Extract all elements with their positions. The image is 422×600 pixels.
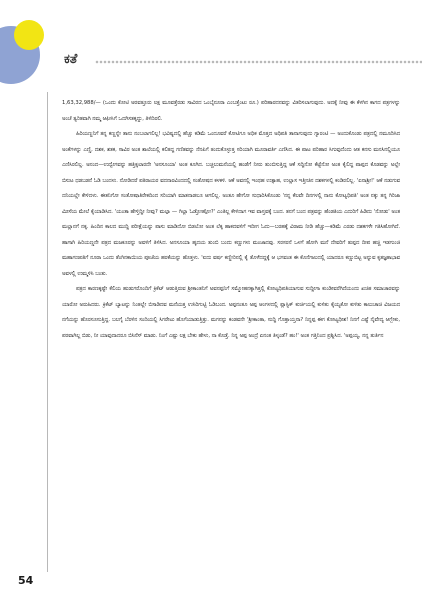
paragraph: ಪತ್ರದ ಕಾರಣಕ್ಕಷ್ಟೇ ಕೆಲಿಯ ಹುಡುಗರೊಂದಿಗೆ ಕ್ರಿಕೆಟ್ ಆಡುತ್ತಿರುವ ಶ್ರೀಕಾಂತನಿಗೆ ಅವನಪ್ಪನಿಗೆ ಸಮ್ಮೋಹನಕ್ಕಾಗಿತ್ತಲ್ಲಿ ಕೋಟ್ಯಧಿಪತಿಯಾಗುವ ಸುದ್ದೀಗಾ ಕುಂಡೀವರೆಗಿದೆಯಂದು ಖಚಿತ ಸಮಾಚಾರವನ್ನು ಯಾರೋ ಅರುಹಿದರು. ಕ್ರಿಕೆಟ್ ಬ್ಯಾಟನ್ನು ನಿಂತಲ್ಲೇ ಬಿಸಾಡಿದವ ಮನೆಯತ್ತ ಉಸಿರಿಗುಟ್ಟಿ ಓಡಿಬಂದ. ಅಪ್ಪನಂತೂ ಅಪ್ಪ ಆಂಗಳದಲ್ಲಿ ಪ್ಲಾಸ್ಟಿಕ್ ಕುರ್ಚಿಯಲ್ಲಿ ಕುಳಿತು ಕೈಯ್ಯಕೋ ಕುಳಿತು ಕಾಲುಚಾಚಿ ವಿಜಯದ ನಗೆಯನ್ನು ಹೊರಸೂಸುತ್ತಿದ್ದ. ಬಲಗೈ ಬೆರಳಿನ ಸಂದಿಯಲ್ಲಿ ಸಿಗರೇಟು ಹೊಗೆಯಾಡುತ್ತಿತ್ತು. ಮಗನನ್ನು ಕಂಡವನೇ 'ಶ್ರೀಕಾಂತಾ, ಸುದ್ದಿ ಗೊತ್ತಾಯ್ತನಾ? ನಿನ್ನಪ್ಪ ಈಗ ಕೋಟ್ಯಧೀಶ! ನಿನಗೆ ಎಷ್ಟೆ ನೈವೇದ್ಯ ಆಗ್ಬೇಕು, ಪರವಾಗಿಲ್ಲ ಬಿಡು, ನೀ ಯಾವುದಾದರೂ ಬಿಸಿನೆಸ್ ಮಾಡು. ನಿಂಗೆ ಎಷ್ಟು ಲಕ್ಷ ಬೇಕು ಹೇಳು, ನಾ ಕೊಡ್ತೆ. ನಿನ್ನ ಅಪ್ಪ ಅಂದ್ರೆ ಏನಂತ ತಿಳ್ಕಂಡೆ? ಹಂ!' ಅಂತ ಗತ್ತಿನಿಂದ ಪ್ರಶ್ನಿಸಿದ. 'ಅಪ್ಪಯ್ಯ, ನನ್ನ ತುರ್ತಿನ xyxy=(62,286,400,339)
header-dotted-rule xyxy=(95,60,422,64)
page-number: 54 xyxy=(18,574,34,587)
paragraph: ಹಿರಿಯಣ್ಣನಿಗೆ ತನ್ನ ಕಣ್ಣನ್ನೇ ತಾನು ನಂಬಲಾಗಲಿಲ್ಲ! ಭವಿಷ್ಯದಲ್ಲಿ ಹೆಚ್ಚು ಕಡಿಮೆ ಒಂದೂವರೆ ಕೋಟಿಗೂ ಅಧಿಕ ಮೊತ್ತದ ಅಧಿಪತಿ ತಾನಾಗುವುದು ಗ್ಯಾರಂಟಿ — ಅಂದುಕೊಂಡು ಪತ್ರದಲ್ಲಿ ನಮೂದಿಸಿದ ಅಂಕೆಗಳನ್ನು ಎಣ್ಣಿ, ದಶಕ, ಶತಕ, ಸಾವಿರ ಅಂತ ಶಾಲೆಯಲ್ಲಿ ಕಲಿತದ್ದ ಗಣಿತವನ್ನು ನೆನಪಿಗೆ ತಂದುಕೊಳ್ಳುತ್ತ ಸರಿಯಾಗಿ ಮೂರಾವರ್ತಿ ಎಣಿಸಿದ. ಈ ಪಾಟ ಪರಿಹಾರ ಸಿಗುವುದೆಂದು ಆತ ಕನಸು ಮನಸಿನಲ್ಲಿಯೂ ಎಣಿಸಿರಲಿಲ್ಲ. ಅನಂದ—ಉದ್ವೇಗವನ್ನು ಹತ್ತಿಕ್ಕಲಾರದೇ 'ಅನಸೂಯಾ' ಅಂತ ಕೂಗಿದ. ಬಚ್ಚಲುಮನೆಯಲ್ಲಿ ಹಂಡೆಗೆ ನೀರು ತುಂಬಿಸುತ್ತಿದ್ದ ಆಕೆ ಸದ್ದಿನೋ ಕೆಟ್ಟೆನೋ ಅಂತ ಕೈಲಿದ್ದ ಪಾಪ್ಪದ ಕೊಡವನ್ನು ಅಲ್ಲೇ ಬಿಸುಟ ಧಡಬಡನೆ ಓಡಿ ಬಂದಳು. ನೋಡಿದರೆ ಪತಿರಾಯರ ವದನಾರವಿಂದದಲ್ಲಿ ಸಂತೋಷದ ಕಳಕಳಿ. ಆಕೆ ಅವನಲ್ಲಿ ಇಂಥಹ ಉತ್ಸಾಹ, ಉಲ್ಲಾಸ ಇತ್ತೀಚಿನ ದಶಕಗಳಲ್ಲಿ ಕಂಡಿರಲಿಲ್ಲ. 'ಏನಾಶ್ರೀ!' ಆಕೆ ನಡುಗುವ ದನಿಯಲ್ಲೇ ಕೇಳಿದಳು. ಈತನಿಗೋ ಸಂತೋಷಾತಿರೇಕದಿಂದ ಸರಿಯಾಗಿ ಮಾತನಾಡಲೂ ಆಗಲಿಲ್ಲ. ಅಂತೂ ಹೇಗೋ ಸುಧಾರಿಸಿಕೊಂಡು 'ನನ್ನ ಕೆಲವೇ ದಿನಗಳಲ್ಲಿ ನಾನು ಕೋಟ್ಯಧಿಪತಿ' ಅಂತ ನಕ್ಕು ತನ್ನ ಗಿರಿಜಾ ಮೀಸೆಯ ಮೇಲೆ ಕೈಯಾಡಿಸಿದ. 'ಯಂತಾ ಹೇಳ್ತಿದ್ದೀ ನೀವು? ಮಲ್ಗಾ — ಗಿಲ್ಲಾ ಓಡ್ತೋಹ್ಗೋ?' ಎಂತಿಲ್ಲ ಕೇಳಿದಾಗ ಇವ ವಾಸ್ತವಕ್ಕೆ ಬಂದ. ತನಗೆ ಬಂದ ಪತ್ರವನ್ನು ಹೆಂಡತಿಯ ಎದುರಿಗೆ ಹಿಡಿದು 'ನೋಡು' ಅಂತ ಮಲ್ಲಾನಗೆ ನಕ್ಕ. ಹಿಂದಿನ ಕಾಲದ ಮುದ್ದಿ ಪರೀಕ್ಷೆಯನ್ನು ಪಾಸು ಮಾಡಿದೋ ಬಿಡಲೋ ಅಂತ ಲೆಕ್ಕ ಹಾಕದವಳಿಗೆ ಇದೀಗ ಓದು—ಬರಹಕ್ಕೆ ವಿರಾಮ ನೀಡಿ ಹೆಚ್ಚು—ಕಡಿಮೆ ಎರಡು ದಶಕಗಳೇ ಗತಿಸಿಹೋಗಿದೆ. ಹಾಗಾಗಿ ಹಿರಿಯಣ್ಣನೇ ಪತ್ರದ ಮಜಕೂರನ್ನು ಅವಳಿಗೆ ತಿಳಿಸಿದ. ಅನಸೂಯಾ ಹೃದಯ ತುಂಬಿ ಬಂದು ಕಣ್ಣುಗಳು ಮಂಜಾದವು. ಸರಸರನೆ ಒಳಗೆ ಹೋಗಿ ಮನೆ ದೇವರಿಗೆ ತುಪ್ಪದ ದೀಪ ಹಚ್ಚಿ ಇಡಗುಂಜಿ ಮಹಾಗಣಪತಿಗೆ ನೂರಾ ಒಂದು ತೆಂಗಿನಕಾಯಿಯ ಪೂಜೆಯ ಹರಕೆಯನ್ನು ಹೊತ್ತಳು. 'ಐದು ವರ್ಷ ಕಣ್ಣೀರಿನಲ್ಲಿ ಕೈ ತೊಳೆದದ್ದಕ್ಕೆ ಆ ಭಗವಂತ ಈ ಕೊನೆಗಾಲದಲ್ಲಿ ಯಾದರೂ ಕಣ್ಣುಬಿಟ್ಟ ಅನ್ನುವ ಕೃತಜ್ಞತಾಭಾವ ಅವಳಲ್ಲಿ ಉಮ್ಮಳಿಸಿ ಬಂತು. xyxy=(62,131,400,277)
paragraph: 1,63,32,988/— (ಒಂದು ಕೋಟಿ ಅರವತ್ತೂರು ಲಕ್ಷ ಮೂವತ್ತೆರಡು ಸಾವಿರದ ಒಂಬೈನೂರಾ ಎಂಬತ್ತೆಂಟು ರೂ.) ಪರಿಹಾರದನವನ್ನು ವಿತರಿಸಲಾಗುವುದು. ಅದಕ್ಕೆ ನೀವು ಈ ಕೆಳಗಿನ ಕಾಗದ ಪತ್ರಗಳನ್ನು ಅಂಚೆ ತ್ವರಿತವಾಗಿ ನಮ್ಮ ಆಫೀಸಿಗೆ ಒದಗಿಸತಕ್ಕದ್ದು, ತಿಳಿದಿರಲಿ. xyxy=(62,100,400,122)
article-body xyxy=(62,96,400,344)
section-label: ಕತೆ xyxy=(64,52,78,67)
decorative-yellow-circle xyxy=(14,20,44,50)
left-margin-rule xyxy=(47,92,48,572)
